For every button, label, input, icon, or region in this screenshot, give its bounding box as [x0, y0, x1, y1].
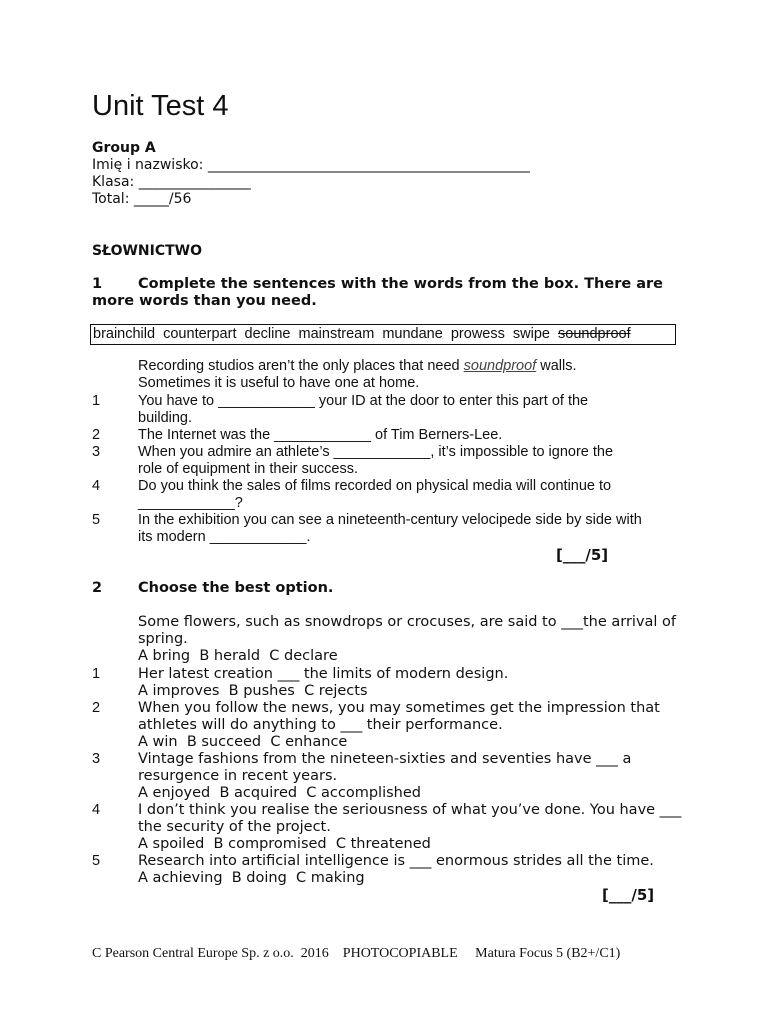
q1-item-5-line1: In the exhibition you can see a nineteenth-century velocipede side by side with: [138, 512, 642, 528]
q1-item-5-line2[interactable]: its modern ____________.: [138, 529, 311, 545]
q2-item-3-options[interactable]: A enjoyed B acquired C accomplished: [138, 785, 421, 801]
q1-item-number: 5: [92, 512, 101, 528]
q2-item-3-line1: Vintage fashions from the nineteen-sixties and seventies have ___ a: [138, 751, 632, 767]
q1-item-4-line2[interactable]: ____________?: [138, 495, 243, 511]
q2-item-number: 3: [92, 751, 101, 767]
q1-instruction-line2: more words than you need.: [92, 293, 317, 309]
q2-score[interactable]: [___/5]: [602, 886, 655, 904]
class-field[interactable]: Klasa: ________________: [92, 174, 251, 190]
q2-item-4-line2: the security of the project.: [138, 819, 331, 835]
q2-item-number: 4: [92, 802, 101, 818]
q1-item-number: 4: [92, 478, 101, 494]
q1-instruction-line1: Complete the sentences with the words from the box. There are: [138, 276, 664, 292]
q2-item-2-line2: athletes will do anything to ___ their performance.: [138, 717, 503, 733]
q1-item-1-line1[interactable]: You have to ____________ your ID at the door to enter this part of the: [138, 393, 589, 409]
page-footer: C Pearson Central Europe Sp. z o.o. 2016 PHOTOCOPIABLE Matura Focus 5 (B2+/C1): [92, 946, 621, 961]
q2-example-line2: spring.: [138, 631, 188, 647]
section-heading: SŁOWNICTWO: [92, 243, 203, 259]
page-title: Unit Test 4: [92, 90, 229, 122]
q1-item-3-line2: role of equipment in their success.: [138, 461, 359, 477]
q2-item-1-options[interactable]: A improves B pushes C rejects: [138, 683, 368, 699]
q1-example-before: Recording studios aren’t the only places that need: [138, 358, 464, 374]
q2-item-5-options[interactable]: A achieving B doing C making: [138, 870, 365, 886]
group-label: Group A: [92, 140, 156, 156]
q2-item-4-line1: I don’t think you realise the seriousness of what you’ve done. You have ___: [138, 802, 682, 818]
q2-instruction: Choose the best option.: [138, 580, 334, 596]
q1-item-2-line1[interactable]: The Internet was the ____________ of Tim Berners-Lee.: [138, 427, 503, 443]
q1-example-after: walls.: [536, 358, 577, 374]
q2-item-number: 1: [92, 666, 101, 682]
q2-item-1-line1: Her latest creation ___ the limits of modern design.: [138, 666, 509, 682]
q1-item-number: 3: [92, 444, 101, 460]
q1-number: 1: [92, 276, 103, 292]
q2-item-5-line1: Research into artificial intelligence is ___ enormous strides all the time.: [138, 853, 654, 869]
word-box-words: brainchild counterpart decline mainstream mundane prowess swipe: [93, 326, 559, 342]
q2-number: 2: [92, 580, 103, 596]
q1-example: [138, 358, 683, 375]
total-field[interactable]: Total: _____/56: [92, 191, 192, 207]
q2-example-line1: Some flowers, such as snowdrops or crocuses, are said to ___the arrival of: [138, 614, 677, 630]
q1-item-4-line1: Do you think the sales of films recorded on physical media will continue to: [138, 478, 612, 494]
q2-item-3-line2: resurgence in recent years.: [138, 768, 338, 784]
q2-item-number: 2: [92, 700, 101, 716]
q2-item-4-options[interactable]: A spoiled B compromised C threatened: [138, 836, 431, 852]
word-box-struck-word: soundproof: [558, 326, 631, 342]
q1-example-answer: soundproof: [463, 358, 537, 374]
q1-item-3-line1[interactable]: When you admire an athlete’s ____________, it’s impossible to ignore the: [138, 444, 614, 460]
q2-item-number: 5: [92, 853, 101, 869]
word-box: [90, 324, 676, 345]
q1-item-1-line2: building.: [138, 410, 193, 426]
q1-item-number: 2: [92, 427, 101, 443]
q1-item-number: 1: [92, 393, 101, 409]
q1-example-line2: Sometimes it is useful to have one at home.: [138, 375, 420, 391]
name-field[interactable]: Imię i nazwisko: ______________________________________________: [92, 157, 530, 173]
q2-item-2-line1: When you follow the news, you may sometimes get the impression that: [138, 700, 660, 716]
q2-example-options: A bring B herald C declare: [138, 648, 338, 664]
q2-item-2-options[interactable]: A win B succeed C enhance: [138, 734, 348, 750]
q1-score[interactable]: [___/5]: [556, 546, 609, 564]
